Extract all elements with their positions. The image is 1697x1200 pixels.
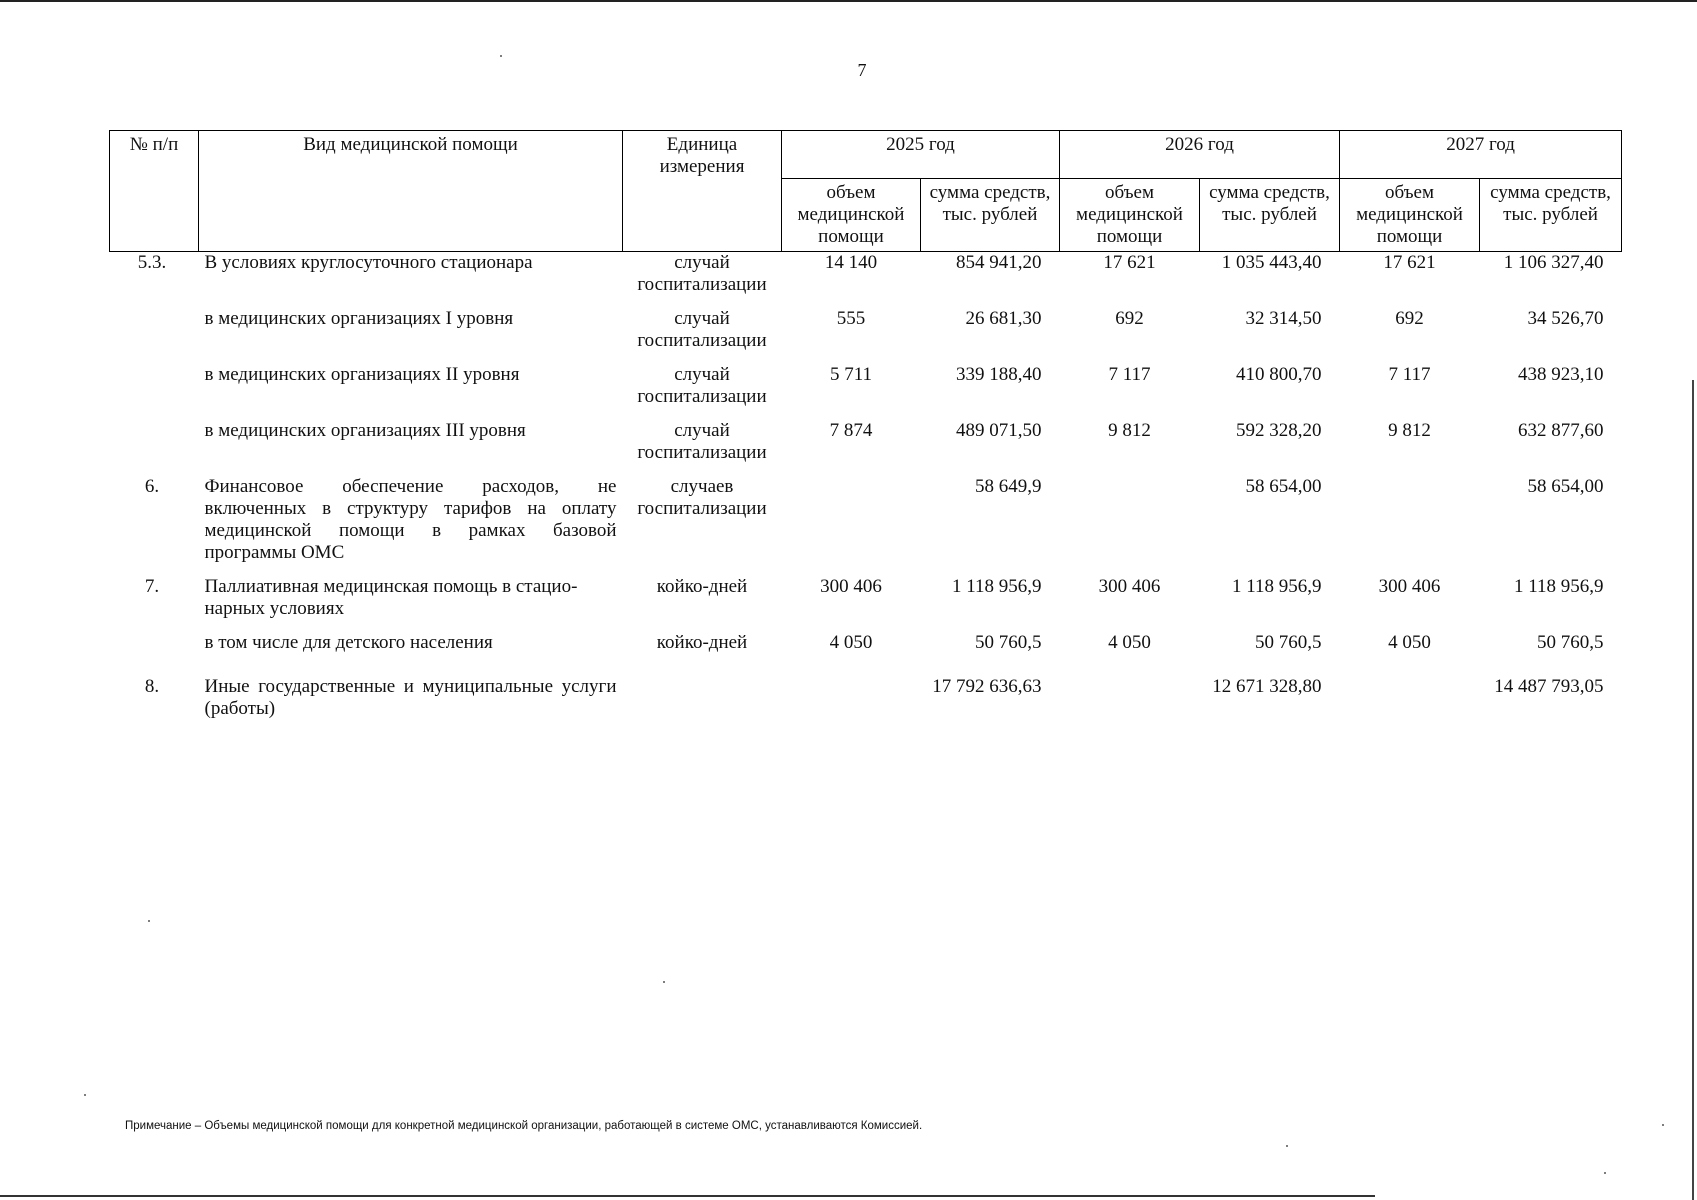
row-volume-2027 xyxy=(1340,676,1480,732)
row-sum-2025: 58 649,9 xyxy=(975,476,1042,497)
header-volume-2026: объем медицинской помощи xyxy=(1060,179,1200,252)
row-volume-2027: 7 117 xyxy=(1388,364,1431,385)
row-care-type: в медицинских организациях III уровня xyxy=(204,420,526,441)
row-sum-2027: 58 654,00 xyxy=(1527,476,1604,497)
table-row xyxy=(110,476,1622,576)
header-volume-2025: объем медицинской помощи xyxy=(782,179,921,252)
row-sum-2025: 26 681,30 xyxy=(965,308,1042,329)
row-sum-2027: 14 487 793,05 xyxy=(1494,676,1604,697)
scan-edge-line xyxy=(1692,380,1694,1200)
table-row xyxy=(110,252,1622,309)
header-volume-2027: объем медицинской помощи xyxy=(1340,179,1480,252)
row-volume-2027: 4 050 xyxy=(1388,632,1431,653)
row-num xyxy=(110,632,199,676)
row-volume-2026: 4 050 xyxy=(1108,632,1151,653)
row-num: 5.3. xyxy=(137,252,167,273)
scan-speck xyxy=(1662,1124,1664,1126)
row-sum-2025: 339 188,40 xyxy=(956,364,1042,385)
row-volume-2025: 5 711 xyxy=(829,364,873,385)
table-row xyxy=(110,420,1622,476)
row-sum-2025: 1 118 956,9 xyxy=(951,576,1042,597)
header-num: № п/п xyxy=(110,131,199,252)
row-num: 6. xyxy=(144,476,160,497)
row-sum-2025: 50 760,5 xyxy=(975,632,1042,653)
row-volume-2025: 300 406 xyxy=(820,576,882,597)
row-volume-2026: 17 621 xyxy=(1103,252,1156,273)
header-unit: Единица измерения xyxy=(623,131,782,252)
row-care-type: Финансовое обеспечение расходов, не включенных в структуру тарифов на оплату медицинской помощи в рамках базовой программы ОМС xyxy=(204,476,617,563)
row-volume-2026: 692 xyxy=(1115,308,1144,329)
row-volume-2025 xyxy=(782,676,921,732)
row-sum-2026: 1 035 443,40 xyxy=(1221,252,1322,273)
row-sum-2027: 1 106 327,40 xyxy=(1503,252,1604,273)
row-volume-2027: 300 406 xyxy=(1378,576,1441,597)
header-sum-2026: сумма средств, тыс. рублей xyxy=(1200,179,1340,252)
page-number: 7 xyxy=(857,60,867,80)
header-sum-2027: сумма средств, тыс. рублей xyxy=(1480,179,1622,252)
table-row xyxy=(110,576,1622,632)
row-sum-2026: 592 328,20 xyxy=(1236,420,1322,441)
row-sum-2025: 489 071,50 xyxy=(956,420,1042,441)
row-unit xyxy=(623,676,782,732)
header-sum-2025: сумма средств, тыс. рублей xyxy=(921,179,1060,252)
row-num: 8. xyxy=(144,676,160,697)
row-sum-2027: 50 760,5 xyxy=(1537,632,1604,653)
row-volume-2025: 7 874 xyxy=(829,420,873,441)
header-year-2025: 2025 год xyxy=(782,131,1060,179)
scan-speck xyxy=(1286,1145,1288,1147)
row-volume-2026: 9 812 xyxy=(1108,420,1151,441)
row-num xyxy=(110,420,199,476)
row-unit: койко-дней xyxy=(656,632,748,653)
row-volume-2027: 692 xyxy=(1395,308,1424,329)
scan-speck xyxy=(148,920,150,922)
row-care-type: Иные государственные и муниципальные услуги (работы) xyxy=(204,676,617,719)
row-sum-2026: 12 671 328,80 xyxy=(1212,676,1322,697)
row-sum-2025: 17 792 636,63 xyxy=(932,676,1042,697)
header-care-type: Вид медицинской помощи xyxy=(199,131,623,252)
scan-speck xyxy=(84,1094,86,1096)
row-volume-2027: 9 812 xyxy=(1388,420,1431,441)
row-volume-2026 xyxy=(1060,476,1200,576)
row-sum-2027: 34 526,70 xyxy=(1527,308,1604,329)
table-row xyxy=(110,632,1622,676)
bottom-border-line xyxy=(0,1195,1375,1197)
row-volume-2025: 4 050 xyxy=(829,632,873,653)
medical-care-volume-table xyxy=(109,130,1622,732)
row-volume-2025: 14 140 xyxy=(824,252,878,273)
row-volume-2026: 300 406 xyxy=(1098,576,1161,597)
scan-speck xyxy=(1604,1172,1606,1174)
top-border-line xyxy=(0,0,1697,2)
row-num xyxy=(110,364,199,420)
table-row xyxy=(110,308,1622,364)
row-sum-2027: 1 118 956,9 xyxy=(1514,576,1604,597)
row-sum-2025: 854 941,20 xyxy=(956,252,1042,273)
row-care-type: в медицинских организациях II уровня xyxy=(204,364,520,385)
row-volume-2026: 7 117 xyxy=(1108,364,1151,385)
row-unit: случай госпитализации xyxy=(637,252,767,295)
row-sum-2026: 1 118 956,9 xyxy=(1231,576,1322,597)
row-care-type: в том числе для детского населения xyxy=(204,632,493,653)
row-volume-2025 xyxy=(782,476,921,576)
row-sum-2026: 58 654,00 xyxy=(1245,476,1322,497)
row-unit: случай госпитализации xyxy=(637,308,767,351)
row-unit: случай госпитализации xyxy=(637,420,767,463)
row-unit: койко-дней xyxy=(656,576,748,597)
row-sum-2027: 632 877,60 xyxy=(1518,420,1604,441)
row-num xyxy=(110,308,199,364)
table-row xyxy=(110,364,1622,420)
footnote: Примечание – Объемы медицинской помощи для конкретной медицинской организации, работающей в системе ОМС, устанавливаются Комиссией. xyxy=(125,1120,923,1132)
scan-speck xyxy=(663,981,665,983)
row-volume-2027: 17 621 xyxy=(1383,252,1436,273)
row-care-type: Паллиативная медицинская помощь в стацио-нарных условиях xyxy=(204,576,578,619)
row-volume-2027 xyxy=(1340,476,1480,576)
row-num: 7. xyxy=(144,576,160,597)
header-year-2027: 2027 год xyxy=(1340,131,1622,179)
row-unit: случай госпитализации xyxy=(637,364,767,407)
table-row xyxy=(110,676,1622,732)
row-unit: случаев госпитализации xyxy=(637,476,767,519)
row-volume-2026 xyxy=(1060,676,1200,732)
row-care-type: В условиях круглосуточного стационара xyxy=(204,252,533,273)
row-sum-2026: 410 800,70 xyxy=(1236,364,1322,385)
row-sum-2027: 438 923,10 xyxy=(1518,364,1604,385)
row-sum-2026: 50 760,5 xyxy=(1255,632,1322,653)
header-year-2026: 2026 год xyxy=(1060,131,1340,179)
row-sum-2026: 32 314,50 xyxy=(1245,308,1322,329)
scan-speck xyxy=(500,55,502,57)
row-volume-2025: 555 xyxy=(836,308,866,329)
row-care-type: в медицинских организациях I уровня xyxy=(204,308,514,329)
